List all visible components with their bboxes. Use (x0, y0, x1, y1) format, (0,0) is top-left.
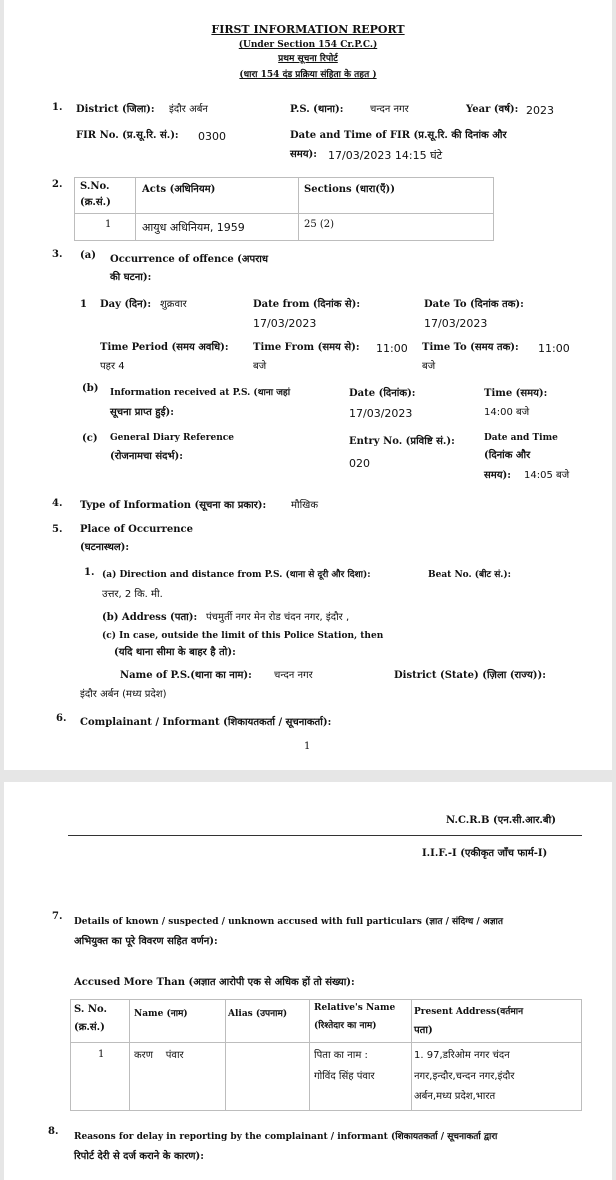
info-time-label: Time (समय): (484, 388, 548, 399)
delay-reasons-label: Reasons for delay in reporting by the complainant / informant (शिकायतकर्ता / सूचनाकर्ता द्वारा (74, 1132, 498, 1142)
report-title: FIRST INFORMATION REPORT (211, 23, 405, 36)
fir-datetime-label-2: समय): (290, 149, 317, 160)
section-3-c: (c) (82, 433, 98, 444)
gd-datetime-label-3: समय): (484, 470, 511, 481)
outside-limit-label-2: (यदि थाना सीमा के बाहर है तो): (114, 647, 236, 658)
fir-number-value: 0300 (198, 130, 226, 143)
fir-datetime-value: 17/03/2023 14:15 घंटे (328, 149, 443, 162)
time-to-value: 11:00 (538, 342, 570, 355)
accused-row-relative: पिता का नाम : (314, 1050, 368, 1061)
report-subtitle: (Under Section 154 Cr.P.C.) (238, 40, 378, 50)
day-value: शुक्रवार (160, 299, 187, 310)
gd-datetime-label: Date and Time (484, 433, 558, 443)
gd-datetime-label-2: (दिनांक और (484, 450, 531, 461)
accused-header-sno: S. No. (74, 1004, 107, 1015)
info-received-label-2: सूचना प्राप्त हुई): (110, 407, 174, 418)
accused-header-address-2: पता) (414, 1025, 433, 1036)
accused-header-sno-hindi: (क्र.सं.) (74, 1022, 105, 1033)
direction-value: उत्तर, 2 कि. मी. (102, 589, 163, 600)
fir-number-label: FIR No. (प्र.सू.रि. सं.): (76, 130, 179, 141)
section-8-number: 8. (48, 1126, 59, 1137)
iif-header: I.I.F.-I (एकीकृत जाँच फार्म-I) (422, 848, 548, 859)
section-3-a: (a) (80, 250, 96, 261)
place-label: Place of Occurrence (80, 524, 193, 535)
year-label: Year (वर्ष): (466, 104, 519, 115)
general-diary-label-2: (रोजनामचा संदर्भ): (110, 451, 183, 462)
acts-row-sno: 1 (105, 219, 112, 230)
information-type-label: Type of Information (सूचना का प्रकार): (80, 500, 267, 511)
district-label: District (जिला): (76, 104, 155, 115)
district-state-value: इंदौर अर्बन (मध्य प्रदेश) (80, 689, 167, 700)
time-to-unit: बजे (422, 361, 436, 372)
acts-row-section: 25 (2) (304, 219, 335, 230)
acts-header-sno: S.No. (80, 181, 110, 192)
ncrb-header: N.C.R.B (एन.सी.आर.बी) (446, 815, 556, 826)
ps-name-value: चन्दन नगर (274, 670, 313, 681)
document-page-2 (4, 782, 612, 1180)
section-5-number: 5. (52, 524, 63, 535)
accused-header-relative: Relative's Name (314, 1003, 396, 1013)
info-time-value: 14:00 बजे (484, 407, 530, 418)
accused-details-label-2: अभियुक्त का पूरे विवरण सहित वर्णन): (74, 936, 218, 947)
accused-row-address-3: अर्बन,मध्य प्रदेश,भारत (414, 1091, 496, 1102)
police-station-value: चन्दन नगर (370, 104, 409, 115)
section-4-number: 4. (52, 498, 63, 509)
entry-number-label: Entry No. (प्रविष्टि सं.): (349, 436, 455, 447)
fir-datetime-label: Date and Time of FIR (प्र.सू.रि. की दिनांक और (290, 130, 507, 141)
accused-header-address: Present Address(वर्तमान (414, 1007, 524, 1017)
year-value: 2023 (526, 104, 554, 117)
occurrence-item-number: 1 (80, 299, 87, 310)
entry-number-value: 020 (349, 457, 370, 470)
acts-header-sno-hindi: (क्र.सं.) (80, 197, 111, 208)
report-subtitle-hindi: (धारा 154 दंड प्रक्रिया संहिता के तहत ) (239, 70, 377, 80)
report-title-hindi: प्रथम सूचना रिपोर्ट (278, 54, 338, 64)
complainant-label: Complainant / Informant (शिकायतकर्ता / सूचनाकर्ता): (80, 717, 332, 728)
general-diary-label: General Diary Reference (110, 433, 234, 443)
accused-header-relative-hindi: (रिश्तेदार का नाम) (314, 1021, 377, 1031)
address-label: (b) Address (पता): (102, 612, 198, 623)
delay-reasons-label-2: रिपोर्ट देरी से दर्ज कराने के कारण): (74, 1151, 204, 1162)
acts-header-sections: Sections (धारा(एँ)) (304, 184, 396, 195)
section-1-number: 1. (52, 102, 63, 113)
date-to-value: 17/03/2023 (424, 317, 488, 330)
accused-row-name: करण पंवार (134, 1050, 184, 1061)
accused-header-alias: Alias (उपनाम) (228, 1009, 288, 1019)
accused-details-label: Details of known / suspected / unknown accused with full particulars (ज्ञात / संदिग्ध / अज्ञात (74, 917, 503, 927)
document-page-1 (4, 0, 612, 770)
gd-datetime-value: 14:05 बजे (524, 470, 570, 481)
section-3-b: (b) (82, 383, 99, 394)
day-label: Day (दिन): (100, 299, 152, 310)
address-value: पंचमुर्ती नगर मेन रोड चंदन नगर, इंदौर , (206, 612, 350, 623)
information-type-value: मौखिक (291, 500, 319, 511)
district-state-label: District (State) (ज़िला (राज्य)): (394, 670, 546, 681)
time-from-label: Time From (समय से): (253, 342, 360, 353)
header-rule (68, 835, 582, 836)
place-label-2: (घटनास्थल): (80, 542, 130, 553)
beat-number-label: Beat No. (बीट सं.): (428, 570, 511, 580)
accused-row-address: 1. 97,डरिओम नगर चंदन (414, 1050, 510, 1061)
info-received-label: Information received at P.S. (थाना जहां (110, 388, 291, 398)
acts-table (74, 177, 494, 241)
ps-name-label: Name of P.S.(थाना का नाम): (120, 670, 252, 681)
time-from-unit: बजे (253, 361, 267, 372)
outside-limit-label: (c) In case, outside the limit of this Police Station, then (102, 631, 384, 641)
accused-row-sno: 1 (98, 1049, 105, 1060)
police-station-label: P.S. (थाना): (290, 104, 344, 115)
place-item-number: 1. (84, 567, 95, 578)
accused-row-relative-2: गोविंद सिंह पंवार (314, 1071, 375, 1082)
section-6-number: 6. (56, 713, 67, 724)
section-3-number: 3. (52, 249, 63, 260)
direction-label: (a) Direction and distance from P.S. (थाना से दूरी और दिशा): (102, 570, 371, 580)
section-7-number: 7. (52, 911, 63, 922)
acts-row-act: आयुध अधिनियम, 1959 (142, 221, 245, 234)
info-date-label: Date (दिनांक): (349, 388, 416, 399)
occurrence-label: Occurrence of offence (अपराध (110, 254, 269, 265)
occurrence-label-2: की घटना): (110, 272, 152, 283)
section-2-number: 2. (52, 179, 63, 190)
accused-more-than-label: Accused More Than (अज्ञात आरोपी एक से अधिक हों तो संख्या): (74, 977, 355, 988)
district-value: इंदौर अर्बन (169, 104, 208, 115)
time-to-label: Time To (समय तक): (422, 342, 519, 353)
info-date-value: 17/03/2023 (349, 407, 413, 420)
accused-row-address-2: नगर,इन्दौर,चन्दन नगर,इंदौर (414, 1071, 515, 1082)
time-from-value: 11:00 (376, 342, 408, 355)
date-from-label: Date from (दिनांक से): (253, 299, 361, 310)
date-to-label: Date To (दिनांक तक): (424, 299, 524, 310)
date-from-value: 17/03/2023 (253, 317, 317, 330)
time-period-value: पहर 4 (100, 361, 125, 372)
page-number: 1 (304, 741, 311, 752)
acts-header-acts: Acts (अधिनियम) (142, 184, 216, 195)
time-period-label: Time Period (समय अवधि): (100, 342, 229, 353)
accused-header-name: Name (नाम) (134, 1009, 188, 1019)
